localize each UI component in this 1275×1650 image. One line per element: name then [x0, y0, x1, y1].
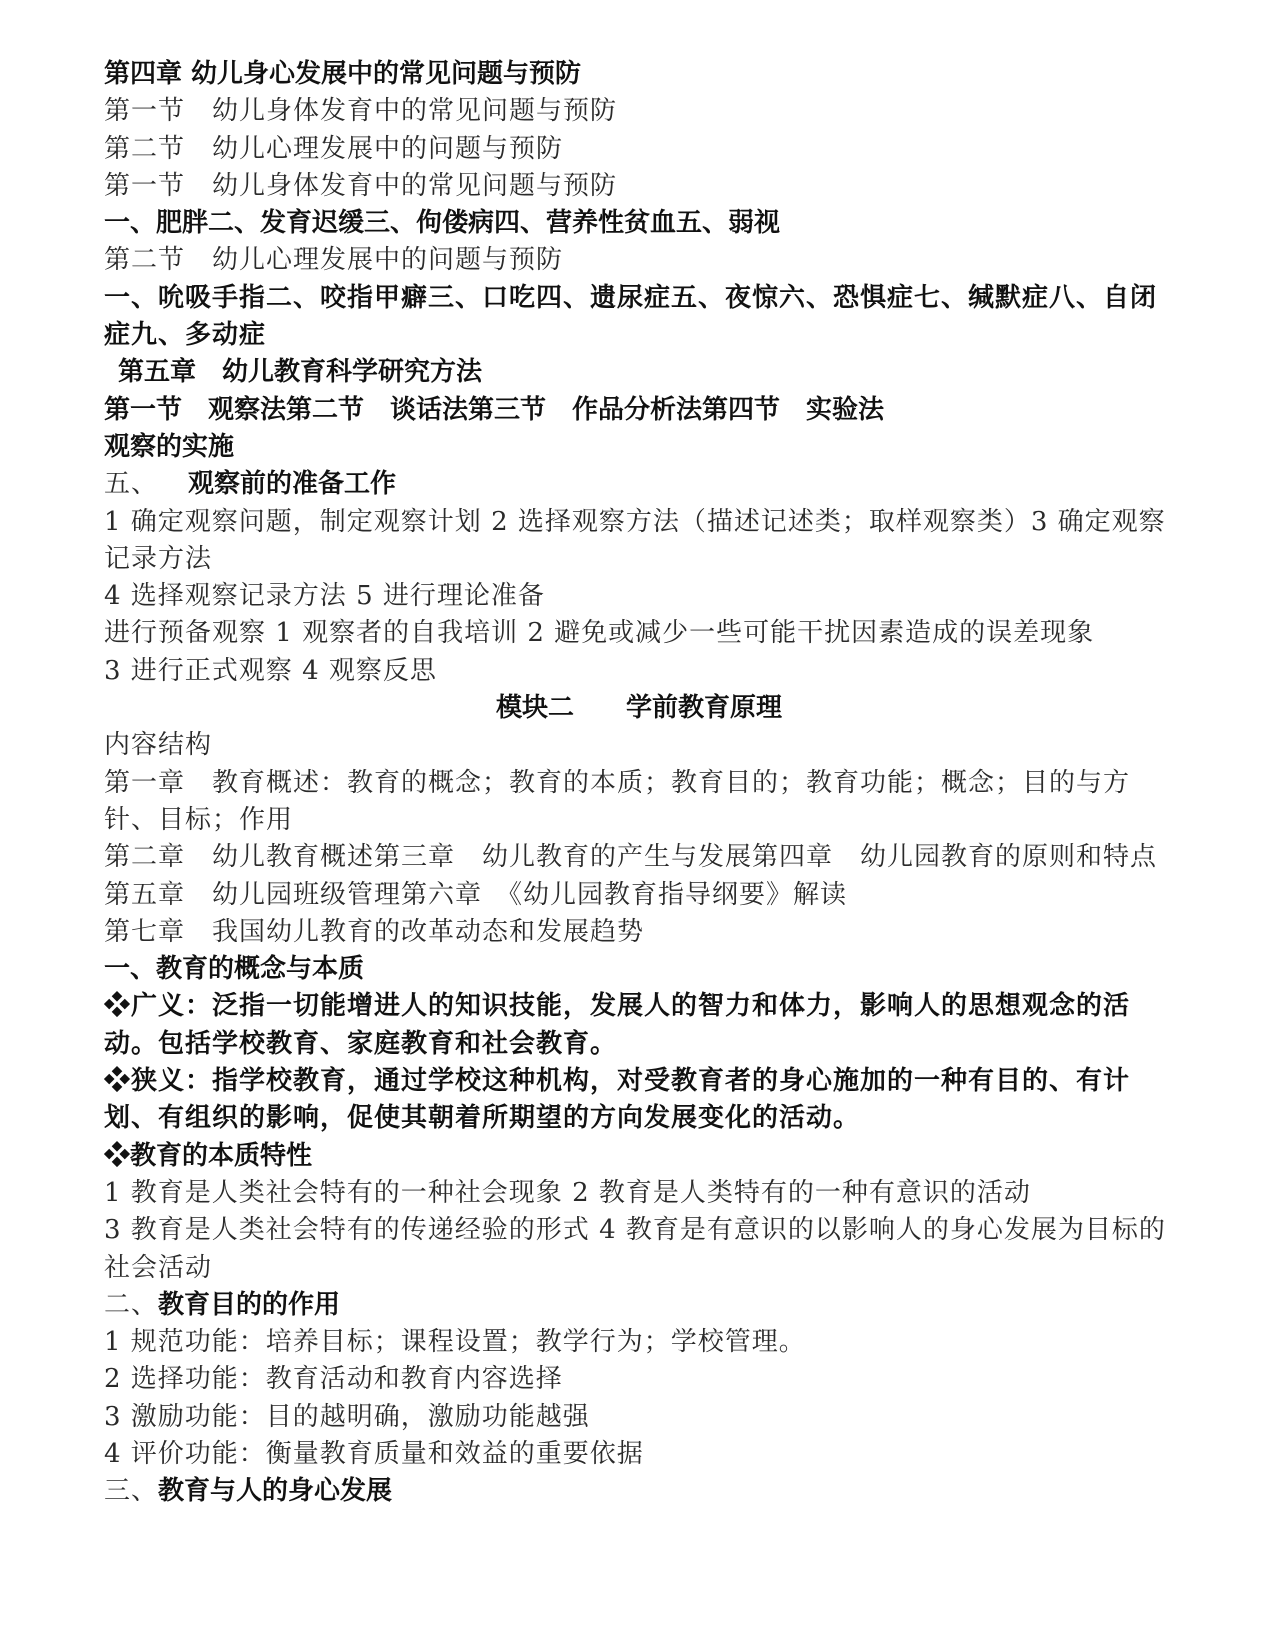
chapter-4-heading: 第四章 幼儿身心发展中的常见问题与预防 [104, 59, 582, 89]
physical-problems-list: 一、肥胖二、发育迟缓三、佝偻病四、营养性贫血五、弱视 [104, 208, 781, 239]
paragraph: 1 确定观察问题，制定观察计划 2 选择观察方法（描述记述类；取样观察类）3 确定观察记录方法 [104, 506, 1166, 574]
chapter-list-item: 第五章 幼儿园班级管理第六章 《幼儿园教育指导纲要》解读 [104, 879, 848, 910]
paragraph: 4 选择观察记录方法 5 进行理论准备 [104, 581, 545, 612]
content-structure-label: 内容结构 [104, 730, 213, 761]
education-concept-heading: 一、教育的概念与本质 [104, 954, 365, 985]
chapter-5-heading: 第五章 幼儿教育科学研究方法 [118, 357, 483, 388]
function-item: 2 选择功能：教育活动和教育内容选择 [104, 1364, 563, 1395]
function-item: 4 评价功能：衡量教育质量和效益的重要依据 [104, 1438, 644, 1469]
broad-definition: ❖广义：泛指一切能增进人的知识技能，发展人的智力和体力，影响人的思想观念的活动。包括学校教育、家庭教育和社会教育。 [104, 991, 1131, 1059]
list-marker: 二、 [104, 1289, 159, 1320]
function-item: 3 激励功能：目的越明确，激励功能越强 [104, 1401, 590, 1432]
observation-implementation-heading: 观察的实施 [104, 431, 235, 462]
paragraph: 3 教育是人类社会特有的传递经验的形式 4 教育是有意识的以影响人的身心发展为目标的社会活动 [104, 1215, 1166, 1283]
function-item: 1 规范功能：培养目标；课程设置；教学行为；学校管理。 [104, 1327, 806, 1358]
narrow-definition: ❖狭义：指学校教育，通过学校这种机构，对受教育者的身心施加的一种有目的、有计划、有组织的影响，促使其朝着所期望的方向发展变化的活动。 [104, 1066, 1131, 1134]
list-marker: 三、 [104, 1476, 159, 1507]
document-page [104, 56, 1174, 1511]
psychological-problems-list: 一、吮吸手指二、咬指甲癖三、口吃四、遗尿症五、夜惊六、恐惧症七、缄默症八、自闭症九、多动症 [104, 282, 1158, 351]
paragraph: 3 进行正式观察 4 观察反思 [104, 655, 437, 686]
heading-text: 教育目的的作用 [158, 1289, 341, 1320]
research-methods-list: 第一节 观察法第二节 谈话法第三节 作品分析法第四节 实验法 [104, 394, 885, 425]
list-marker: 五、 [104, 469, 159, 500]
education-development-heading [104, 1473, 1174, 1510]
section-line: 第一节 幼儿身体发育中的常见问题与预防 [104, 96, 618, 127]
chapter-list-item: 第一章 教育概述：教育的概念；教育的本质；教育目的；教育功能；概念；目的与方针、目标；作用 [104, 767, 1131, 835]
essence-heading: ❖教育的本质特性 [104, 1140, 313, 1171]
section-line: 第二节 幼儿心理发展中的问题与预防 [104, 133, 564, 164]
education-purpose-heading [104, 1287, 1174, 1324]
section-line: 第二节 幼儿心理发展中的问题与预防 [104, 245, 564, 276]
section-line: 第一节 幼儿身体发育中的常见问题与预防 [104, 170, 618, 201]
paragraph: 1 教育是人类社会特有的一种社会现象 2 教育是人类特有的一种有意识的活动 [104, 1177, 1031, 1208]
module-2-title: 模块二 学前教育原理 [495, 693, 782, 724]
observation-prep-heading [104, 466, 1174, 503]
heading-text: 教育与人的身心发展 [158, 1476, 393, 1507]
chapter-list-item: 第二章 幼儿教育概述第三章 幼儿教育的产生与发展第四章 幼儿园教育的原则和特点 [104, 842, 1158, 873]
heading-text: 观察前的准备工作 [188, 469, 397, 500]
chapter-list-item: 第七章 我国幼儿教育的改革动态和发展趋势 [104, 916, 645, 947]
paragraph: 进行预备观察 1 观察者的自我培训 2 避免或减少一些可能干扰因素造成的误差现象 [104, 618, 1095, 649]
